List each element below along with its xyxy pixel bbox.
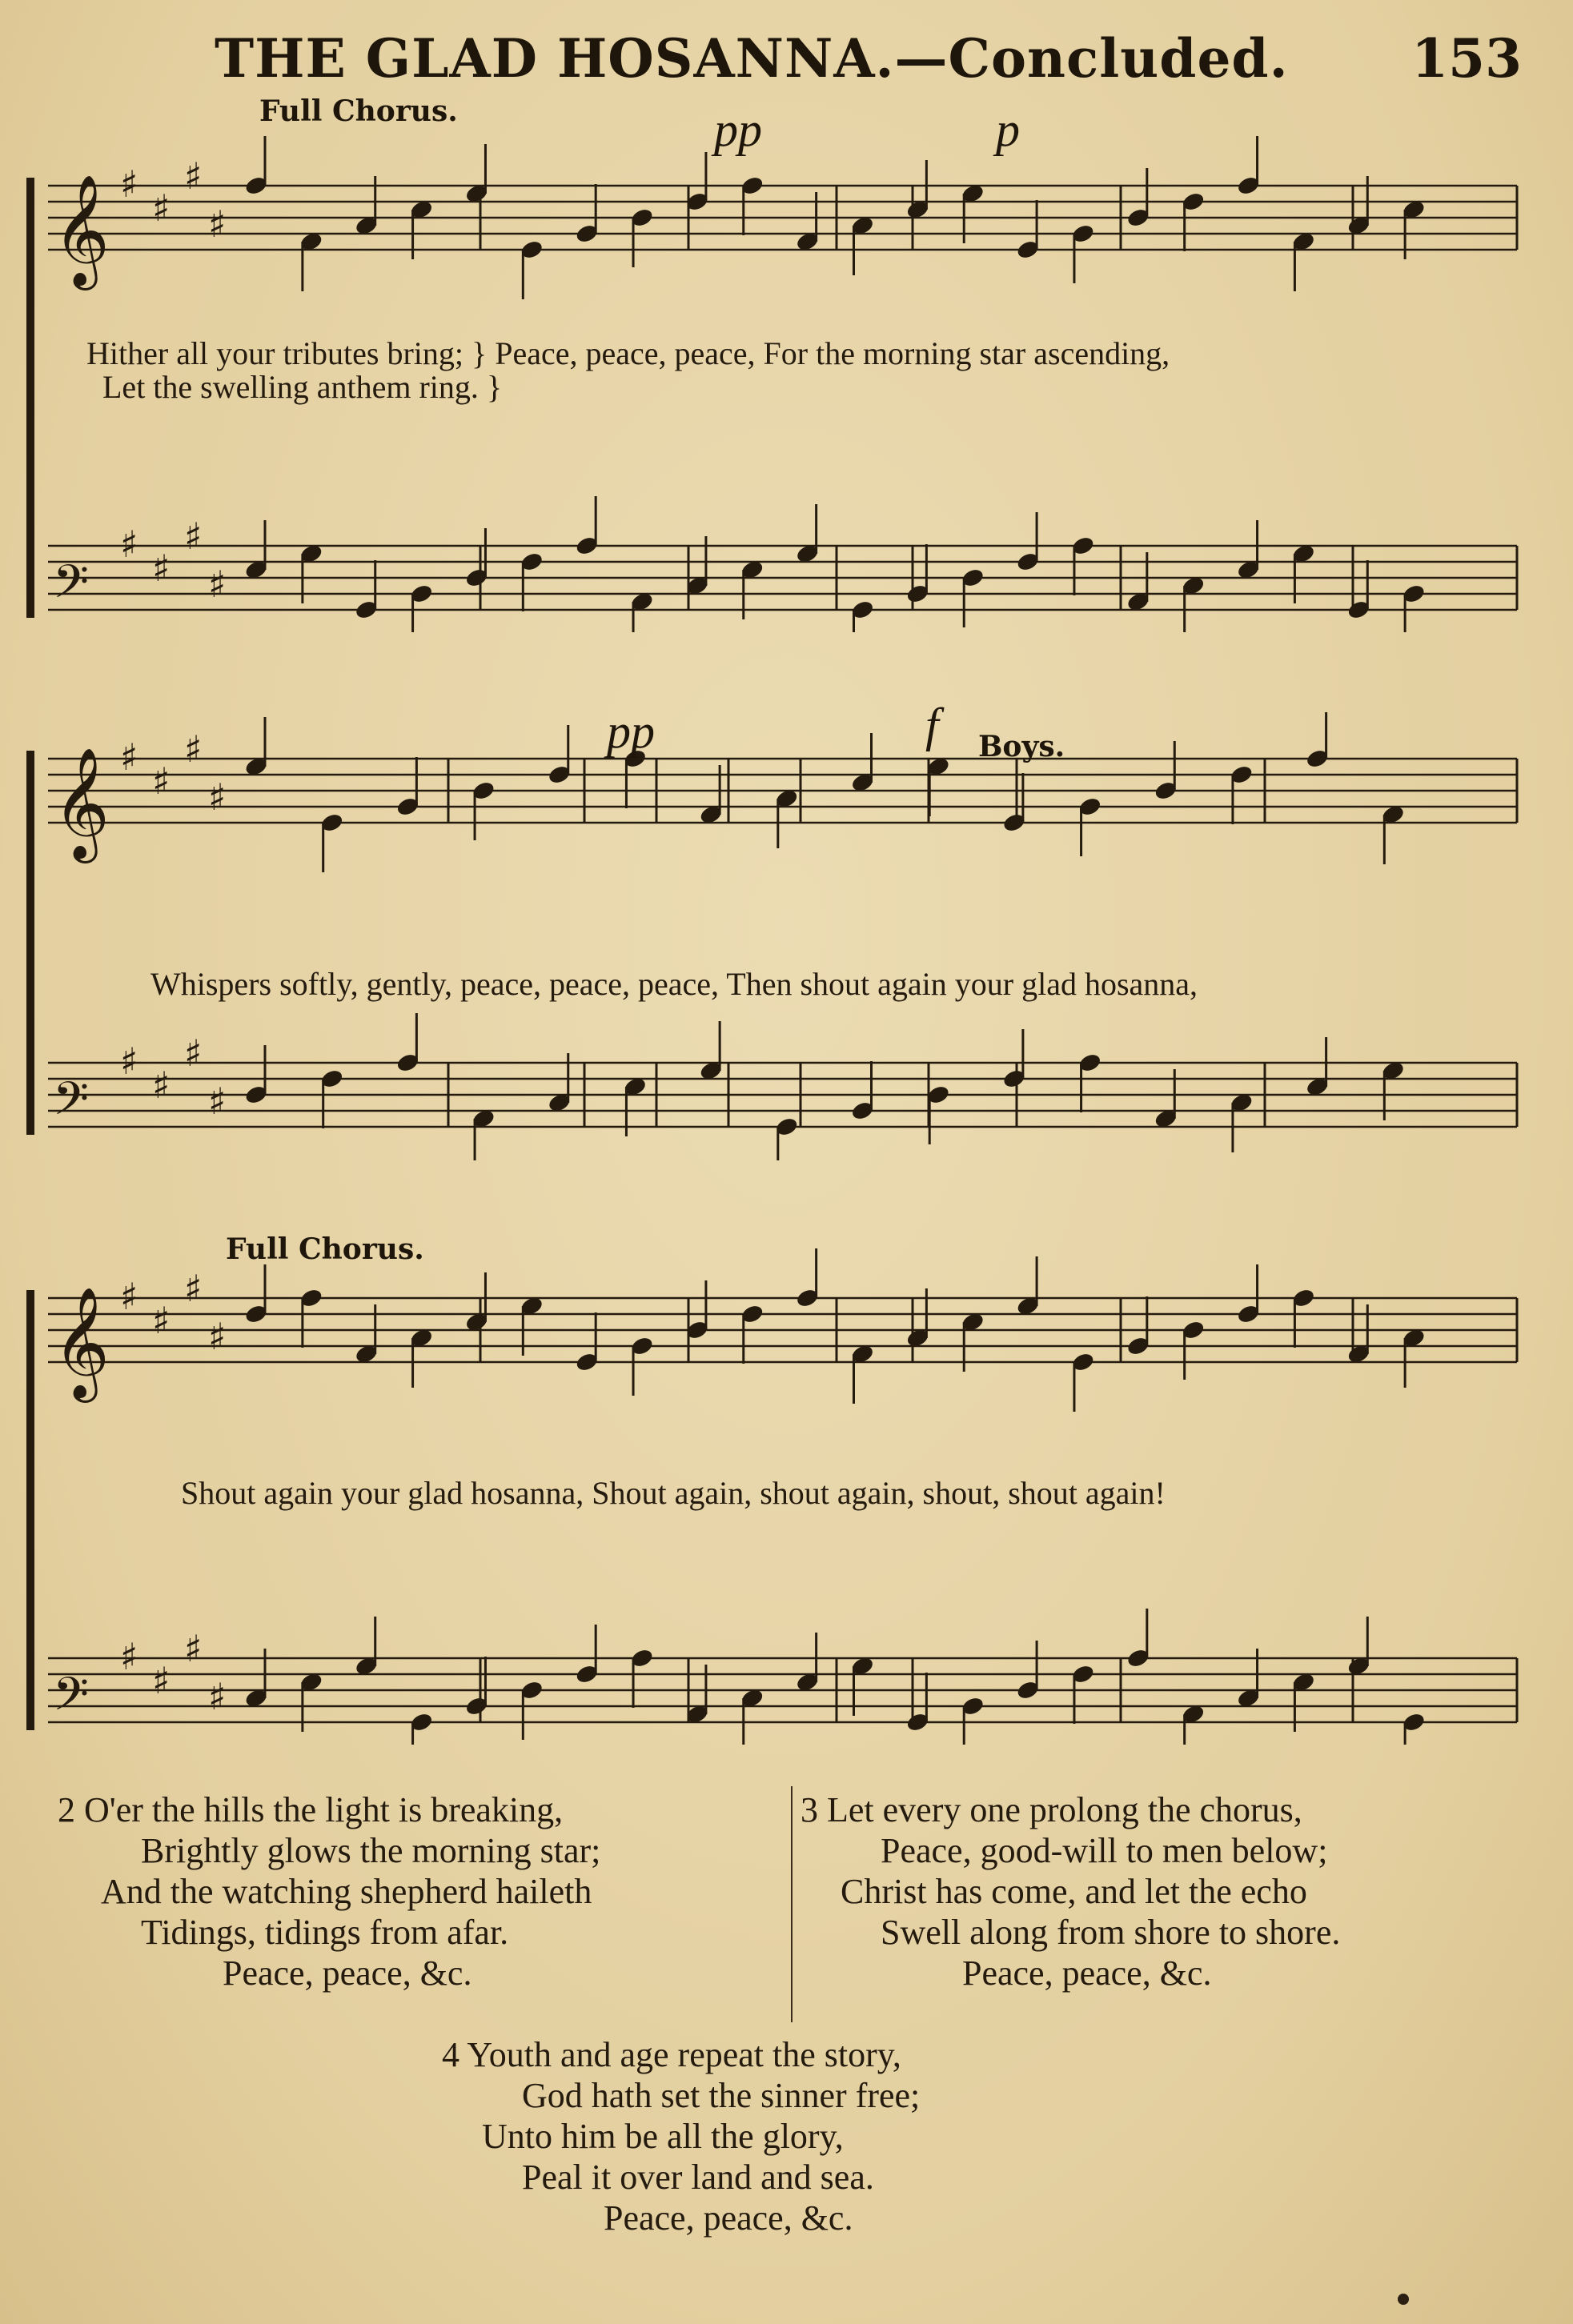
staff-lines-system-2 [0,712,1573,1160]
verse-4-line-3: Unto him be all the glory, [482,2117,844,2156]
music-system-2 [0,712,1573,1160]
sharp-icon: ♯ [152,1299,171,1342]
system-2-lyric-line-1: Whispers softly, gently, peace, peace, peace, Then shout again your glad hosanna, [150,966,1198,1002]
sharp-icon: ♯ [152,547,171,590]
sharp-icon: ♯ [184,154,203,198]
sharp-icon: ♯ [208,775,227,819]
system-3-label: Full Chorus. [226,1232,424,1266]
page-title: THE GLAD HOSANNA.—Concluded. [215,27,1289,90]
sharp-icon: ♯ [152,1659,171,1702]
treble-clef-icon: 𝄞 [53,747,110,859]
verse-2-line-1: 2 O'er the hills the light is breaking, [58,1790,564,1829]
verse-2-line-5: Peace, peace, &c. [223,1953,472,1993]
verse-2-line-2: Brightly glows the morning star; [141,1831,601,1870]
system-3-lyric-line-1: Shout again your glad hosanna, Shout again, shout again, shout, shout again! [181,1475,1166,1511]
sharp-icon: ♯ [184,1032,203,1075]
verse-divider [791,1786,793,2022]
system-1-lyric-line-2: Let the swelling anthem ring. } [102,369,503,405]
sharp-icon: ♯ [184,515,203,558]
verse-4-line-1: 4 Youth and age repeat the story, [442,2035,901,2074]
bass-clef-icon: 𝄢 [53,555,90,620]
bass-clef-icon: 𝄢 [53,1072,90,1137]
verse-3-line-1: 3 Let every one prolong the chorus, [801,1790,1302,1829]
verse-3-line-5: Peace, peace, &c. [962,1953,1212,1993]
verse-3-line-2: Peace, good-will to men below; [881,1831,1328,1870]
sharp-icon: ♯ [208,1315,227,1358]
treble-clef-icon: 𝄞 [53,1287,110,1398]
sharp-icon: ♯ [208,563,227,606]
system-1-label: Full Chorus. [259,94,458,128]
system-2-dynamic-1: pp [607,705,655,758]
sharp-icon: ♯ [120,162,138,206]
sharp-icon: ♯ [208,1080,227,1123]
verse-2 [58,1789,600,1993]
verse-4-line-4: Peal it over land and sea. [522,2158,874,2197]
sharp-icon: ♯ [120,735,138,779]
sharp-icon: ♯ [120,1635,138,1678]
bass-clef-icon: 𝄢 [53,1667,90,1733]
sharp-icon: ♯ [152,759,171,803]
sharp-icon: ♯ [120,1040,138,1083]
verse-3-line-4: Swell along from shore to shore. [881,1913,1341,1952]
verse-4 [442,2034,920,2238]
sharp-icon: ♯ [152,1064,171,1107]
verse-4-line-5: Peace, peace, &c. [604,2198,853,2238]
sharp-icon: ♯ [120,1275,138,1318]
system-2-label: Boys. [978,730,1065,763]
sharp-icon: ♯ [184,727,203,771]
verse-4-line-2: God hath set the sinner free; [522,2076,921,2115]
system-1-dynamic-1: pp [714,103,762,156]
page-number: 153 [1411,27,1522,90]
system-1-dynamic-2: p [996,103,1020,156]
verse-3 [801,1789,1340,1993]
sharp-icon: ♯ [208,202,227,246]
sharp-icon: ♯ [208,1675,227,1718]
treble-clef-icon: 𝄞 [53,174,110,286]
sharp-icon: ♯ [152,186,171,230]
page-mark [1398,2294,1409,2305]
verse-2-line-3: And the watching shepherd haileth [101,1872,592,1911]
verse-2-line-4: Tidings, tidings from afar. [141,1913,509,1952]
sharp-icon: ♯ [184,1267,203,1310]
sharp-icon: ♯ [120,523,138,566]
system-1-lyric-line-1: Hither all your tributes bring; } Peace, peace, peace, For the morning star ascending, [86,335,1170,371]
sharp-icon: ♯ [184,1627,203,1670]
system-2-dynamic-2: f [925,699,939,751]
verse-3-line-3: Christ has come, and let the echo [841,1872,1307,1911]
